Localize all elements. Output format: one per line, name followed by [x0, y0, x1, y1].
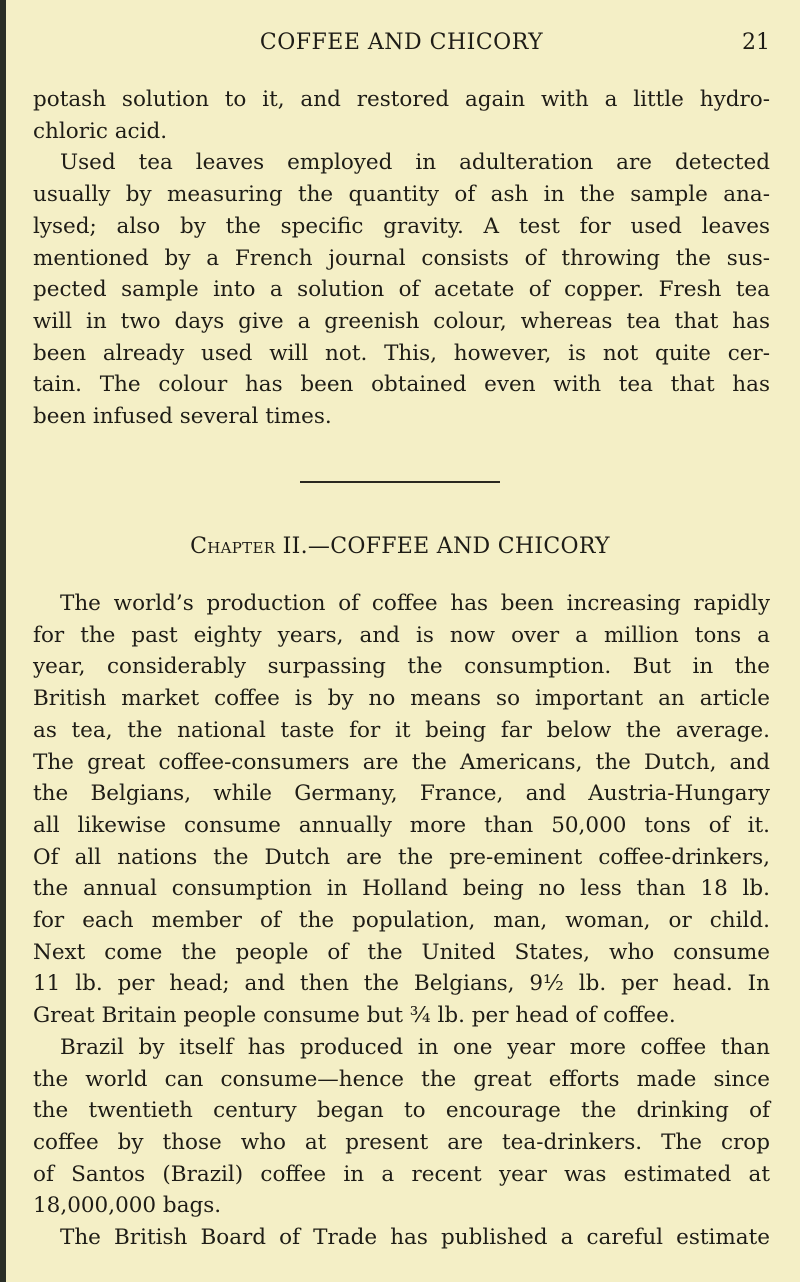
text-line: of Santos (Brazil) coffee in a recent year was estimated at	[33, 1161, 770, 1187]
text-line: 11 lb. per head; and then the Belgians, 9½ lb. per head. In	[33, 971, 770, 997]
text-block-bottom	[33, 588, 770, 1254]
running-header	[33, 30, 770, 66]
text-line: Of all nations the Dutch are the pre-eminent coffee-drinkers,	[33, 844, 770, 870]
text-line: 18,000,000 bags.	[33, 1193, 222, 1219]
text-line: Brazil by itself has produced in one year more coffee than	[60, 1034, 770, 1060]
text-line: been already used will not. This, however, is not quite cer-	[33, 340, 770, 366]
text-line: as tea, the national taste for it being far below the average.	[33, 717, 770, 743]
text-line: for the past eighty years, and is now over a million tons a	[33, 622, 770, 648]
chapter-title: —COFFEE AND CHICORY	[307, 534, 610, 559]
text-line: The world’s production of coffee has been increasing rapidly	[60, 591, 770, 616]
text-line: the Belgians, while Germany, France, and Austria-Hungary	[33, 781, 770, 807]
text-line: lysed; also by the specific gravity. A test for used leaves	[33, 213, 770, 239]
text-line: the world can consume—hence the great efforts made since	[33, 1066, 770, 1092]
text-line: all likewise consume annually more than 50,000 tons of it.	[33, 812, 770, 838]
text-line: been infused several times.	[33, 404, 332, 430]
text-line: usually by measuring the quantity of ash in the sample ana-	[33, 182, 770, 208]
text-line: coffee by those who at present are tea-drinkers. The crop	[33, 1129, 770, 1155]
text-line: will in two days give a greenish colour, whereas tea that has	[33, 308, 770, 334]
text-line: mentioned by a French journal consists of throwing the sus-	[33, 245, 770, 271]
running-title: COFFEE AND CHICORY	[259, 30, 544, 55]
chapter-label: Chapter II.	[190, 534, 308, 559]
text-line: potash solution to it, and restored again with a little hydro-	[33, 87, 770, 112]
text-line: Next come the people of the United States, who consume	[33, 939, 770, 965]
text-block-top	[33, 84, 770, 433]
text-line: year, considerably surpassing the consumption. But in the	[33, 654, 770, 680]
text-line: the twentieth century began to encourage the drinking of	[33, 1098, 770, 1124]
page-number: 21	[742, 30, 770, 55]
text-line: The great coffee-consumers are the Americans, the Dutch, and	[33, 749, 770, 775]
text-line: The British Board of Trade has published a careful estimate	[60, 1225, 770, 1251]
text-line: for each member of the population, man, woman, or child.	[33, 908, 770, 934]
section-divider	[300, 481, 500, 483]
text-line: Used tea leaves employed in adulteration are detected	[60, 150, 770, 176]
text-line: chloric acid.	[33, 118, 168, 144]
text-line: Great Britain people consume but ¾ lb. per head of coffee.	[33, 1003, 676, 1029]
page-binding-edge	[0, 0, 6, 1282]
chapter-heading	[0, 534, 800, 559]
text-line: British market coffee is by no means so important an article	[33, 686, 770, 712]
text-line: tain. The colour has been obtained even with tea that has	[33, 372, 770, 398]
text-line: pected sample into a solution of acetate of copper. Fresh tea	[33, 277, 770, 303]
text-line: the annual consumption in Holland being no less than 18 lb.	[33, 876, 770, 902]
